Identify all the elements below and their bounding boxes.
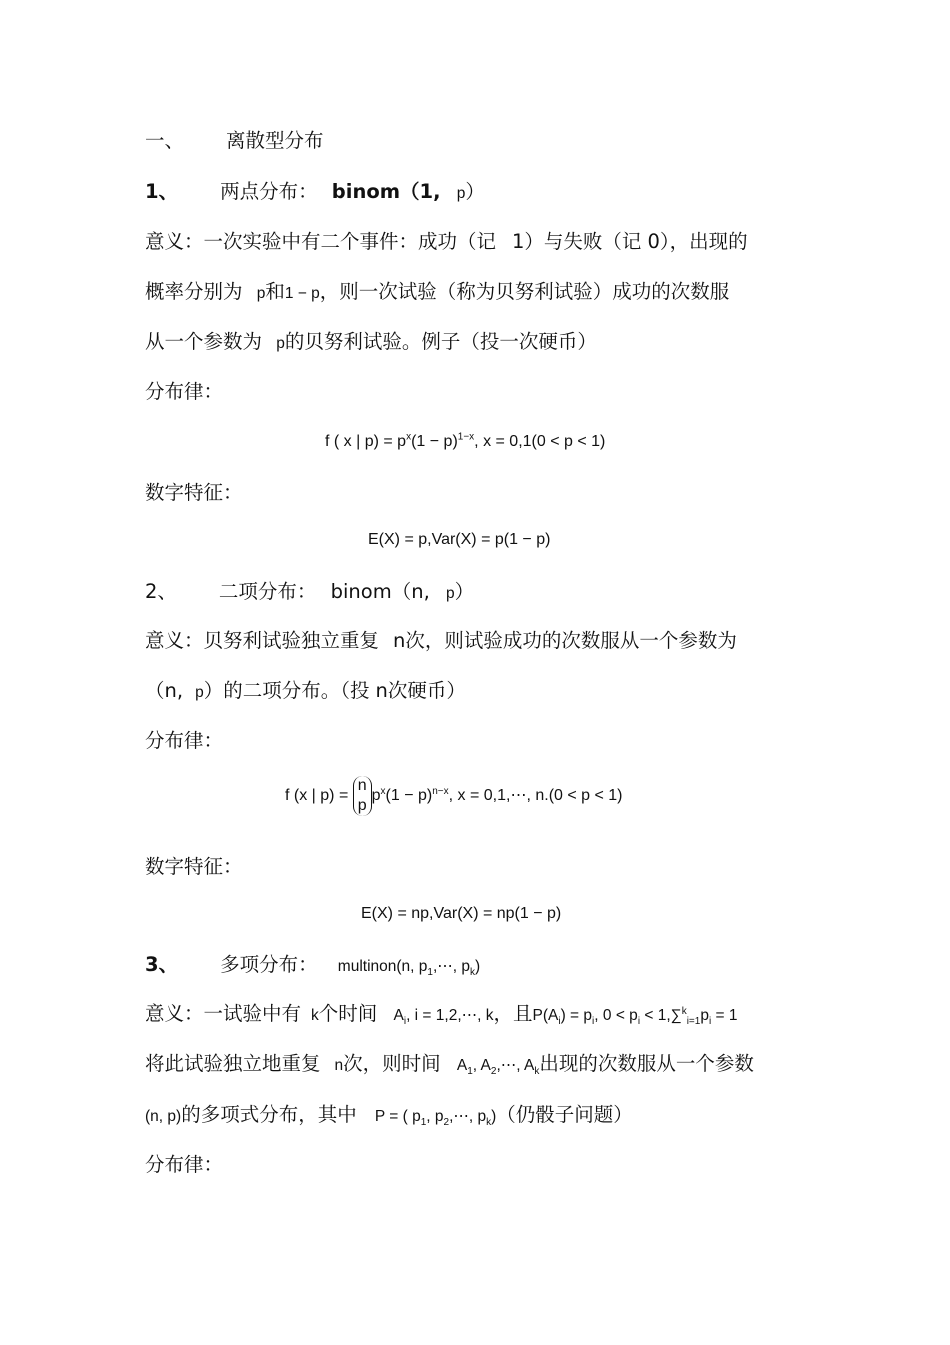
- meaning-line-3: (n, p)的多项式分布，其中 P = ( $p_1$, $p_2,\cdots$, $p_k$)（仍骰子问题）: [145, 1103, 633, 1129]
- heading-name: 二项分布：: [218, 580, 317, 603]
- heading-name: 两点分布：: [220, 180, 318, 203]
- law-formula: f (x | p) = n $pp^x(1 - p)^{n-x}$, x = 0,1,⋯, n.(0 < p < 1): [285, 777, 623, 814]
- section-title: 离散型分布: [226, 129, 324, 152]
- feature-formula: E(X) = np,Var(X) = np(1 − p): [361, 905, 562, 922]
- meaning-line-3: 从一个参数为 p的贝努利试验。例子（投一次硬币）: [145, 330, 597, 353]
- heading-code: binom（1,: [331, 180, 441, 203]
- heading-code: binom（n,: [330, 580, 430, 603]
- meaning-line-1: 意义：贝努利试验独立重复 n次，则试验成功的次数服从一个参数为: [145, 629, 737, 652]
- meaning-line-1: 意义：一试验中有 k个时间 $A_i$, i = 1,2,⋯, k，且$P(A_i) = p_i$, $0 < p_i < 1,\sum^k_{i=1}p_i = 1$: [145, 1002, 738, 1028]
- law-label: 分布律：: [145, 380, 224, 403]
- heading-number: 1、: [145, 180, 179, 203]
- meaning-line-2: 将此试验独立地重复 n次，则时间 $A_1$, $A_2,\cdots$, $A_k$出现的次数服从一个参数: [145, 1052, 754, 1078]
- feature-label: 数字特征：: [145, 481, 243, 504]
- heading-code: multinon(n, $p_1,\cdots$, $p_k$): [337, 958, 481, 979]
- binomial-coefficient: n p: [353, 776, 372, 816]
- heading-code-param: p: [456, 185, 466, 202]
- meaning-line-2: 概率分别为 p和1 − p，则一次试验（称为贝努利试验）成功的次数服: [145, 280, 730, 303]
- meaning-line-2: （n, p）的二项分布。（投 n次硬币）: [145, 679, 466, 702]
- feature-formula: E(X) = p,Var(X) = p(1 − p): [368, 531, 551, 548]
- heading-number: 3、: [145, 953, 179, 976]
- section-heading: [145, 128, 324, 154]
- law-formula: f ( x | $p) = p^x(1 - p)^{1-x}$, x = 0,1(0 < p < 1): [325, 431, 606, 450]
- heading-name: 多项分布：: [220, 953, 318, 976]
- law-label: 分布律：: [145, 1153, 224, 1176]
- heading-number: 2、: [145, 580, 177, 603]
- heading-multinomial: [145, 952, 480, 980]
- meaning-line-1: 意义：一次实验中有二个事件：成功（记 1）与失败（记 0），出现的: [145, 230, 748, 253]
- feature-label: 数字特征：: [145, 855, 243, 878]
- law-label: 分布律：: [145, 729, 224, 752]
- heading-code-param: p: [445, 585, 455, 602]
- section-number: 一、: [145, 129, 185, 152]
- heading-two-point: 1、 两点分布： binom（1, p）: [145, 180, 485, 203]
- heading-binomial: 2、 二项分布： binom（n, p）: [145, 580, 475, 603]
